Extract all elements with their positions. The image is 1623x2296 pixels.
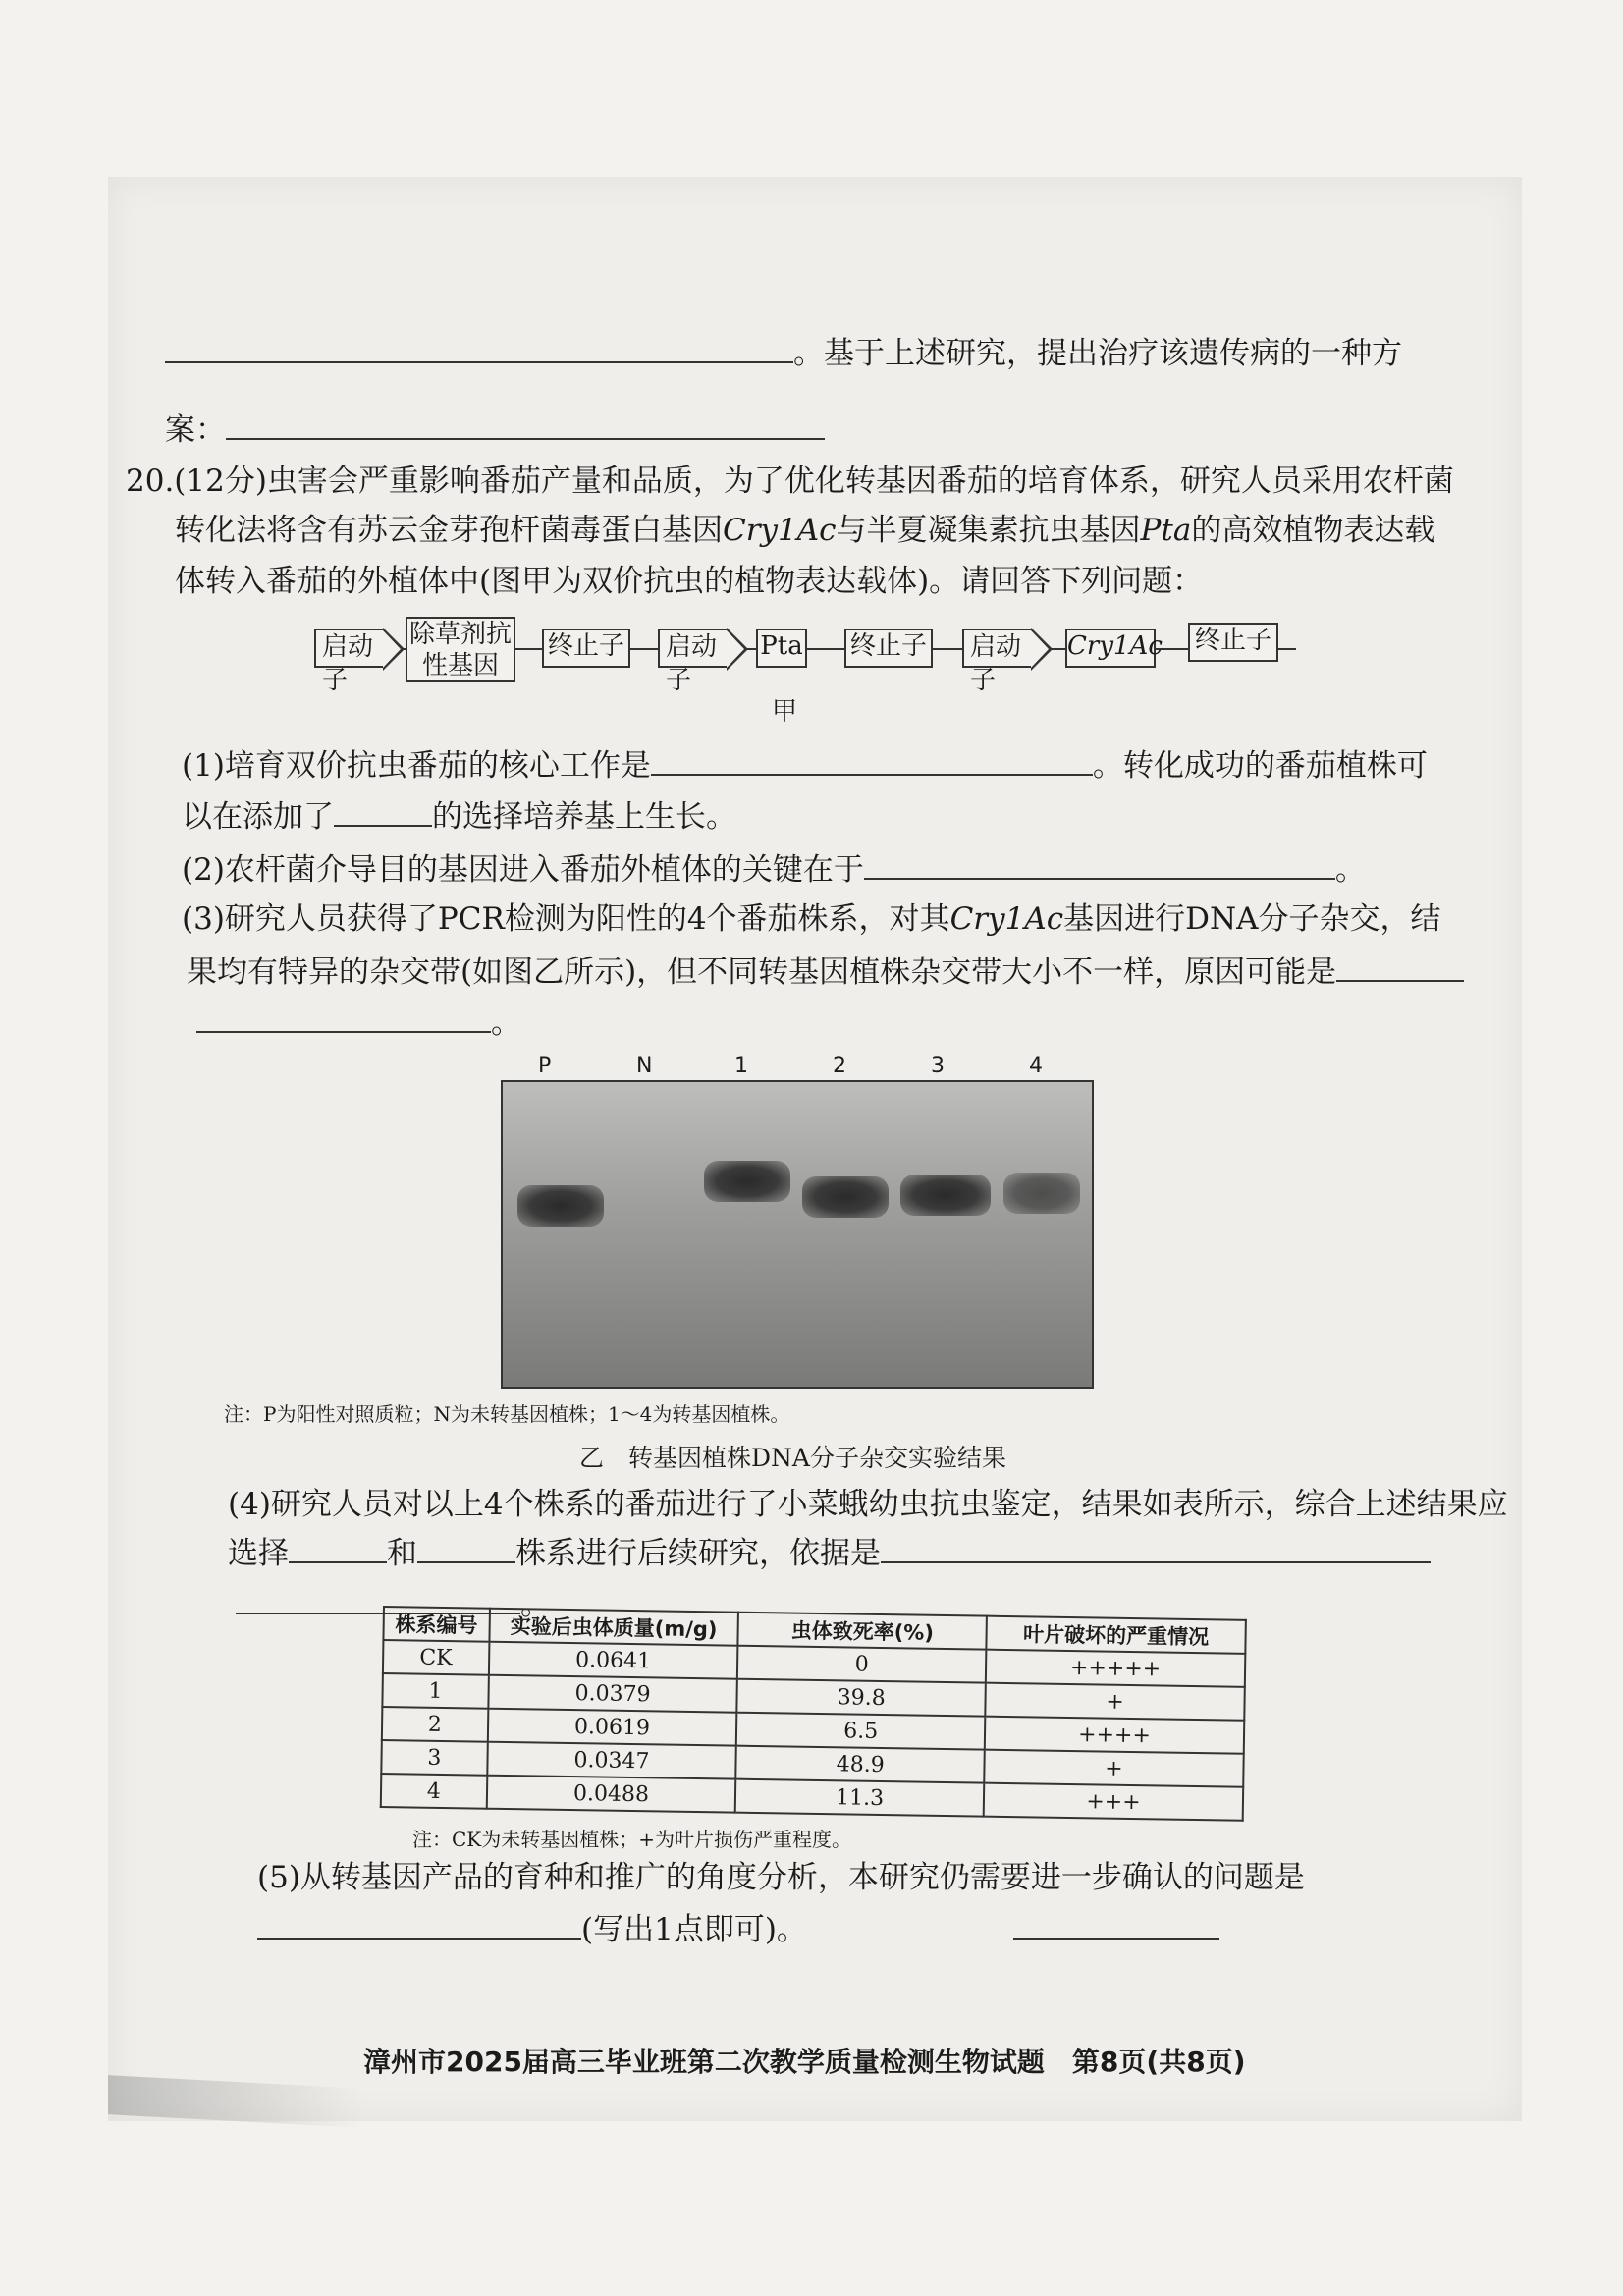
terminator-2: 终止子 — [844, 629, 933, 668]
sub2-text: 。 — [1334, 852, 1366, 888]
sub4-line2 — [228, 1534, 1431, 1573]
sub5-line2 — [257, 1910, 1219, 1949]
answer-blank[interactable] — [1336, 953, 1464, 982]
hybridization-gel-image — [501, 1080, 1094, 1389]
q20-stem-line2 — [175, 511, 1434, 550]
answer-blank[interactable] — [334, 797, 432, 827]
gene-cry1ac: Cry1Ac — [723, 513, 837, 548]
prev-answer-line-2 — [165, 410, 825, 450]
table-cell: 39.8 — [737, 1679, 986, 1717]
table-cell: 48.9 — [736, 1746, 985, 1783]
prev-question-label: 案： — [165, 412, 226, 448]
table-cell: 6.5 — [736, 1713, 985, 1750]
table-cell: 0.0619 — [487, 1709, 736, 1746]
vector-diagram — [314, 599, 1306, 717]
answer-blank[interactable] — [165, 334, 793, 363]
herbicide-resistance-gene — [406, 617, 515, 682]
answer-blank[interactable] — [864, 850, 1335, 880]
answer-blank[interactable] — [257, 1910, 581, 1940]
sub4-text: 株系进行后续研究，依据是 — [515, 1536, 881, 1571]
sub2-text: (2)农杆菌介导目的基因进入番茄外植体的关键在于 — [182, 852, 864, 888]
sub2-line — [182, 850, 1366, 890]
answer-blank[interactable] — [226, 410, 825, 440]
sub1-text: (1)培育双价抗虫番茄的核心工作是 — [182, 748, 651, 784]
sub5-text: (写出1点即可)。 — [581, 1912, 807, 1947]
answer-blank[interactable] — [1013, 1910, 1219, 1940]
lane-label-2: 2 — [833, 1054, 846, 1078]
table-cell: 2 — [382, 1707, 488, 1742]
pta-gene: Pta — [756, 629, 807, 668]
table-cell: 0.0488 — [486, 1776, 735, 1813]
arrow-tip-fill — [383, 630, 401, 668]
lane-label-n: N — [636, 1054, 653, 1078]
terminator-3: 终止子 — [1188, 623, 1278, 662]
table-cell: +++++ — [986, 1650, 1245, 1687]
sub3-text: (3)研究人员获得了PCR检测为阳性的4个番茄株系，对其 — [182, 902, 950, 937]
answer-blank[interactable] — [289, 1534, 387, 1563]
sub3-line3 — [196, 1004, 521, 1043]
table-header: 虫体致死率(%) — [738, 1613, 987, 1650]
gel-note: 注：P为阳性对照质粒；N为未转基因植株；1～4为转基因植株。 — [224, 1402, 790, 1426]
answer-blank[interactable] — [881, 1534, 1431, 1563]
gel-caption: 乙 转基因植株DNA分子杂交实验结果 — [579, 1444, 1006, 1472]
sub1-line1 — [182, 746, 1428, 786]
band-lane-1 — [704, 1161, 790, 1202]
sub3-line1 — [182, 900, 1440, 939]
sub4-line1: (4)研究人员对以上4个株系的番茄进行了小菜蛾幼虫抗虫鉴定，结果如表所示，综合上述结果应 — [228, 1487, 1508, 1522]
table-cell: 0.0347 — [487, 1742, 736, 1779]
q20-stem-part: 转化法将含有苏云金芽孢杆菌毒蛋白基因 — [175, 513, 723, 548]
cry1ac-gene: Cry1Ac — [1065, 629, 1156, 668]
terminator-1: 终止子 — [542, 629, 630, 668]
sub1-line2 — [182, 797, 736, 837]
band-lane-p — [517, 1185, 604, 1227]
sub4-text: 和 — [387, 1536, 417, 1571]
lane-label-3: 3 — [931, 1054, 945, 1078]
sub3-text: 基因进行DNA分子杂交，结 — [1063, 902, 1441, 937]
table-cell: + — [985, 1683, 1244, 1721]
lane-label-p: P — [538, 1054, 552, 1078]
table-cell: 1 — [382, 1673, 488, 1709]
q20-stem-part: 的高效植物表达载 — [1191, 513, 1435, 548]
table-header: 叶片破坏的严重情况 — [986, 1616, 1245, 1654]
band-lane-3 — [900, 1175, 991, 1216]
table-cell: 0.0379 — [488, 1675, 737, 1713]
answer-blank[interactable] — [196, 1004, 491, 1033]
lane-label-1: 1 — [734, 1054, 748, 1078]
promoter-label: 启动子 — [962, 629, 1031, 668]
gene-pta: Pta — [1140, 513, 1192, 548]
sub4-text: 选择 — [228, 1536, 289, 1571]
table-cell: 11.3 — [735, 1779, 984, 1817]
sub3-line2 — [187, 953, 1464, 992]
q20-stem-part: 与半夏凝集素抗虫基因 — [836, 513, 1141, 548]
promoter-label: 启动子 — [658, 629, 727, 668]
q20-stem-line3: 体转入番茄的外植体中(图甲为双价抗虫的植物表达载体)。请回答下列问题： — [175, 564, 1204, 599]
arrow-tip-fill — [1031, 630, 1049, 668]
resistance-table — [380, 1606, 1247, 1822]
band-lane-2 — [802, 1176, 889, 1218]
table-cell: ++++ — [985, 1717, 1244, 1754]
sub3-text: 。 — [491, 1006, 521, 1041]
answer-blank[interactable] — [417, 1534, 515, 1563]
gene-cry1ac: Cry1Ac — [949, 902, 1064, 937]
q20-stem-line1: 20.(12分)虫害会严重影响番茄产量和品质，为了优化转基因番茄的培育体系，研究人员采用农杆菌 — [126, 464, 1454, 499]
answer-blank[interactable] — [651, 746, 1093, 776]
diagram-caption: 甲 — [772, 697, 798, 727]
sub3-text: 果均有特异的杂交带(如图乙所示)，但不同转基因植株杂交带大小不一样，原因可能是 — [187, 955, 1337, 990]
sub1-text: 。转化成功的番茄植株可 — [1092, 748, 1428, 784]
promoter-label: 启动子 — [314, 629, 383, 668]
sub4-text: 。 — [520, 1587, 551, 1622]
page-footer: 漳州市2025届高三毕业班第二次教学质量检测生物试题 第8页(共8页) — [363, 2046, 1246, 2078]
table-cell: CK — [383, 1640, 489, 1675]
table-cell: 0.0641 — [488, 1642, 737, 1679]
table-header: 实验后虫体质量(m/g) — [489, 1609, 738, 1646]
table-cell: 4 — [381, 1774, 487, 1809]
lane-label-4: 4 — [1029, 1054, 1043, 1078]
table-note: 注：CK为未转基因植株；+为叶片损伤严重程度。 — [412, 1828, 852, 1851]
sub1-text: 以在添加了 — [182, 799, 334, 835]
sub5-line1: (5)从转基因产品的育种和推广的角度分析，本研究仍需要进一步确认的问题是 — [257, 1860, 1305, 1895]
herbicide-gene-label-1: 除草剂抗 — [408, 620, 512, 649]
herbicide-gene-label-2: 性基因 — [421, 651, 499, 681]
prev-question-text: 。基于上述研究，提出治疗该遗传病的一种方 — [793, 336, 1402, 371]
arrow-tip-fill — [727, 630, 744, 668]
table-cell: + — [984, 1750, 1243, 1787]
table-header: 株系编号 — [383, 1607, 489, 1642]
table-cell: +++ — [984, 1783, 1243, 1821]
band-lane-4 — [1003, 1173, 1080, 1214]
sub1-text: 的选择培养基上生长。 — [432, 799, 736, 835]
prev-answer-line — [165, 334, 1402, 373]
table-cell: 0 — [737, 1646, 986, 1683]
table-cell: 3 — [381, 1740, 487, 1776]
